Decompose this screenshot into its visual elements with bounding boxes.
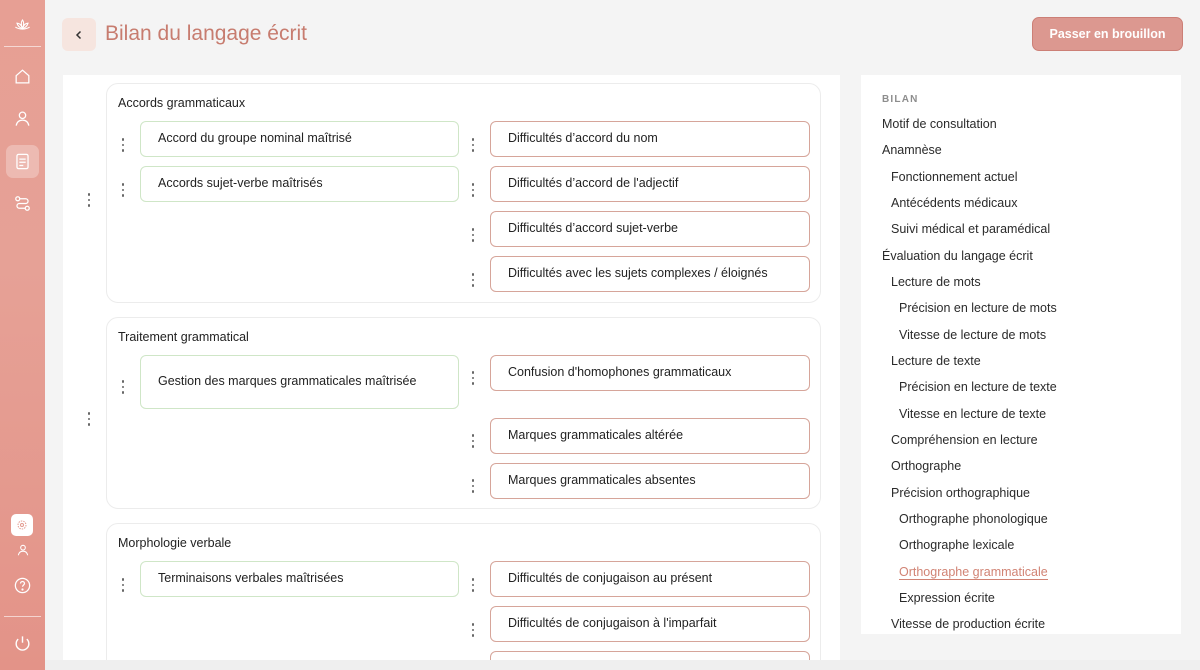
negative-item[interactable]: Difficultés d’accord du nom [490, 121, 810, 157]
item-handle[interactable] [470, 623, 476, 637]
positive-item[interactable]: Terminaisons verbales maîtrisées [140, 561, 459, 597]
toc-item[interactable]: Vitesse en lecture de texte [899, 407, 1047, 421]
toc-item[interactable]: Précision orthographique [891, 486, 1030, 500]
section-traitement-grammatical [106, 317, 821, 509]
toc-item[interactable]: Expression écrite [899, 591, 995, 605]
toc-item[interactable]: Précision en lecture de mots [899, 301, 1057, 315]
back-button[interactable] [62, 18, 96, 51]
toc-item[interactable]: Anamnèse [882, 143, 942, 157]
document-icon[interactable] [6, 145, 39, 178]
negative-item[interactable]: Marques grammaticales absentes [490, 463, 810, 499]
toc-item[interactable]: Orthographe [891, 459, 962, 473]
positive-item[interactable]: Accord du groupe nominal maîtrisé [140, 121, 459, 157]
scroll-area-edge [45, 660, 1200, 670]
negative-item[interactable]: Marques grammaticales altérée [490, 418, 810, 454]
main-panel [63, 75, 840, 660]
toc-item[interactable]: Vitesse de lecture de mots [899, 328, 1047, 342]
item-handle[interactable] [470, 273, 476, 287]
item-handle[interactable] [470, 228, 476, 242]
toc-item[interactable]: Évaluation du langage écrit [882, 249, 1033, 263]
positive-item[interactable]: Gestion des marques grammaticales maîtrisée [140, 355, 459, 409]
negative-item[interactable]: Confusion d'homophones grammaticaux [490, 355, 810, 391]
user-icon[interactable] [6, 102, 39, 135]
positive-item[interactable]: Accords sujet-verbe maîtrisés [140, 166, 459, 202]
sidebar [0, 0, 45, 670]
home-icon[interactable] [6, 60, 39, 93]
toc-item[interactable]: Antécédents médicaux [891, 196, 1018, 210]
lotus-icon[interactable] [6, 9, 39, 42]
item-handle[interactable] [470, 138, 476, 152]
toc-item[interactable]: Précision en lecture de texte [899, 380, 1057, 394]
item-handle[interactable] [120, 380, 126, 394]
toc-item[interactable]: Orthographe lexicale [899, 538, 1015, 552]
toc-item[interactable]: Motif de consultation [882, 117, 997, 131]
page-title: Bilan du langage écrit [105, 22, 307, 45]
item-handle[interactable] [470, 371, 476, 385]
toc-item[interactable]: Compréhension en lecture [891, 433, 1038, 447]
negative-item[interactable]: Difficultés de conjugaison à l'imparfait [490, 606, 810, 642]
item-handle[interactable] [120, 138, 126, 152]
toc-item[interactable]: Fonctionnement actuel [891, 170, 1018, 184]
toc-item[interactable]: Lecture de mots [891, 275, 981, 289]
negative-item[interactable]: Difficultés avec les sujets complexes / éloignés [490, 256, 810, 292]
section-title: Morphologie verbale [118, 536, 232, 550]
table-of-contents [861, 75, 1181, 634]
section-title: Accords grammaticaux [118, 96, 246, 110]
help-icon[interactable] [6, 569, 39, 602]
power-icon[interactable] [6, 627, 39, 660]
toc-item[interactable]: Orthographe phonologique [899, 512, 1048, 526]
item-handle[interactable] [470, 578, 476, 592]
item-handle[interactable] [470, 183, 476, 197]
section-accords-grammaticaux [106, 83, 821, 303]
workflow-icon[interactable] [6, 187, 39, 220]
draft-button[interactable]: Passer en brouillon [1032, 17, 1183, 51]
negative-item[interactable]: Difficultés d’accord de l'adjectif [490, 166, 810, 202]
item-handle[interactable] [470, 434, 476, 448]
user-small-icon[interactable] [6, 533, 39, 566]
item-handle[interactable] [120, 578, 126, 592]
section-drag-handle[interactable] [86, 193, 92, 207]
item-handle[interactable] [470, 479, 476, 493]
toc-item[interactable]: Suivi médical et paramédical [891, 222, 1051, 236]
section-drag-handle[interactable] [86, 412, 92, 426]
section-morphologie-verbale [106, 523, 821, 660]
section-title: Traitement grammatical [118, 330, 249, 344]
negative-item[interactable]: Difficultés de conjugaison au présent [490, 561, 810, 597]
toc-item[interactable]: Lecture de texte [891, 354, 981, 368]
negative-item[interactable] [490, 651, 810, 660]
toc-heading: BILAN [882, 94, 919, 105]
item-handle[interactable] [120, 183, 126, 197]
sidebar-divider [4, 616, 41, 617]
sidebar-divider [4, 46, 41, 47]
negative-item[interactable]: Difficultés d’accord sujet-verbe [490, 211, 810, 247]
toc-item-active[interactable]: Orthographe grammaticale [899, 565, 1048, 579]
chevron-left-icon [73, 29, 85, 41]
toc-item[interactable]: Vitesse de production écrite [891, 617, 1046, 631]
